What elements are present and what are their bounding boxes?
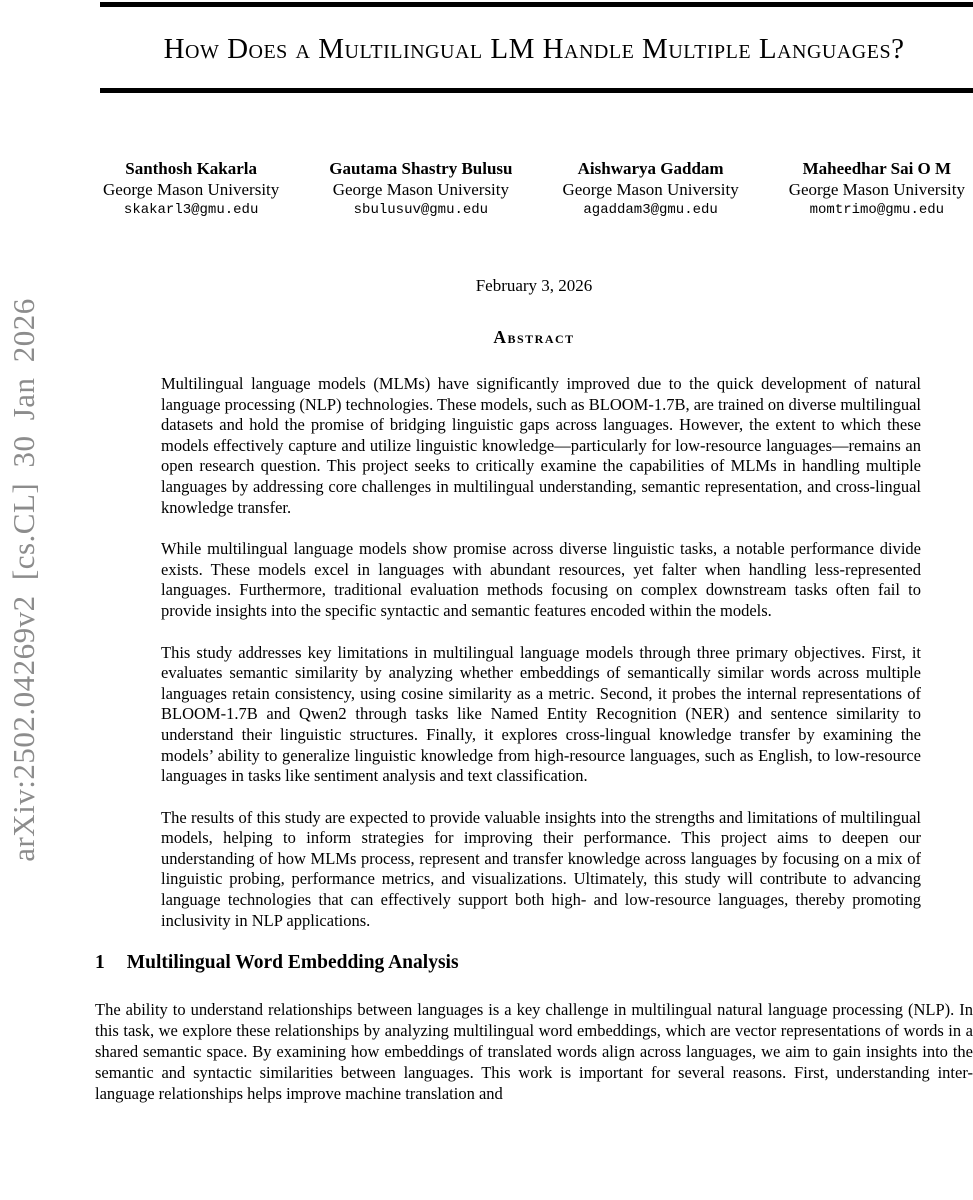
paper-date: February 3, 2026 <box>475 276 593 295</box>
author-email: agaddam3@gmu.edu <box>583 202 718 218</box>
authors-row <box>95 158 973 220</box>
author-affiliation: George Mason University <box>103 180 280 199</box>
author-affiliation: George Mason University <box>788 180 965 199</box>
author-name: Santhosh Kakarla <box>125 159 258 178</box>
abstract-heading: Abstract <box>493 327 575 347</box>
section-title: Multilingual Word Embedding Analysis <box>126 952 459 974</box>
author-block <box>562 158 738 220</box>
author-email: sbulusuv@gmu.edu <box>353 202 489 218</box>
abstract-paragraph: This study addresses key limitations in multilingual language models through three primary objectives. First, it evaluates semantic similarity by analyzing whether embeddings of semantically similar words across multiple languages retain consistency, using cosine similarity as a metric. Second, it probes the internal representations of BLOOM-1.7B and Qwen2 through tasks like Named Entity Recognition (NER) and sentence similarity to understand their linguistic structures. Finally, it explores cross-lingual knowledge transfer by examining the models’ ability to generalize linguistic knowledge from high-resource languages, such as English, to low-resource languages in tasks like sentiment analysis and text classification. <box>161 642 921 786</box>
author-affiliation: George Mason University <box>562 180 739 199</box>
author-affiliation: George Mason University <box>332 180 510 199</box>
author-name: Maheedhar Sai O M <box>802 159 952 178</box>
abstract-body <box>161 374 921 931</box>
section-number: 1 <box>95 952 105 974</box>
author-block <box>789 158 965 220</box>
paper-title: How Does a Multilingual LM Handle Multiple Languages? <box>163 33 905 65</box>
section-body-paragraph: The ability to understand relationships between languages is a key challenge in multilingual natural language processing (NLP). In this task, we explore these relationships by analyzing multilingual word embeddings, which are vector representations of words in a shared semantic space. By examining how embeddings of translated words align across languages, we aim to gain insights into the semantic and syntactic similarities between languages. This work is important for several reasons. First, understanding inter-language relationships helps improve machine translation and <box>95 1000 973 1104</box>
author-email: momtrimo@gmu.edu <box>809 202 945 218</box>
arxiv-watermark: arXiv:2502.04269v2 [cs.CL] 30 Jan 2026 <box>6 298 41 862</box>
abstract-paragraph: The results of this study are expected to provide valuable insights into the strengths and limitations of multilingual models, helping to inform strategies for improving their performance. This project aims to deepen our understanding of how MLMs process, represent and transfer knowledge across languages by focusing on a mix of linguistic probing, performance metrics, and visualizations. Ultimately, this study will contribute to advancing language technologies that can effectively support both high- and low-resource languages, thereby promoting inclusivity in NLP applications. <box>161 807 921 930</box>
title-rule-top <box>100 2 973 7</box>
title-rule-bottom <box>100 88 973 93</box>
author-block <box>329 158 512 220</box>
author-email: skakarl3@gmu.edu <box>123 202 259 218</box>
abstract-paragraph: While multilingual language models show promise across diverse linguistic tasks, a notable performance divide exists. These models excel in languages with abundant resources, yet falter when handling less-represented languages. Furthermore, traditional evaluation methods focusing on complex downstream tasks often fail to provide insights into the specific syntactic and semantic features encoded within the models. <box>161 539 921 620</box>
paper-content <box>95 0 973 1104</box>
section-heading <box>95 952 973 974</box>
abstract-paragraph: Multilingual language models (MLMs) have significantly improved due to the quick development of natural language processing (NLP) technologies. These models, such as BLOOM-1.7B, are trained on diverse multilingual datasets and hold the promise of bridging linguistic gaps across languages. However, the extent to which these models effectively capture and utilize linguistic knowledge—particularly for low-resource languages—remains an open research question. This project seeks to critically examine the capabilities of MLMs in handling multiple languages by addressing core challenges in multilingual understanding, semantic representation, and cross-lingual knowledge transfer. <box>161 374 921 517</box>
author-block <box>103 158 279 220</box>
author-name: Aishwarya Gaddam <box>577 159 724 178</box>
author-name: Gautama Shastry Bulusu <box>329 159 513 178</box>
